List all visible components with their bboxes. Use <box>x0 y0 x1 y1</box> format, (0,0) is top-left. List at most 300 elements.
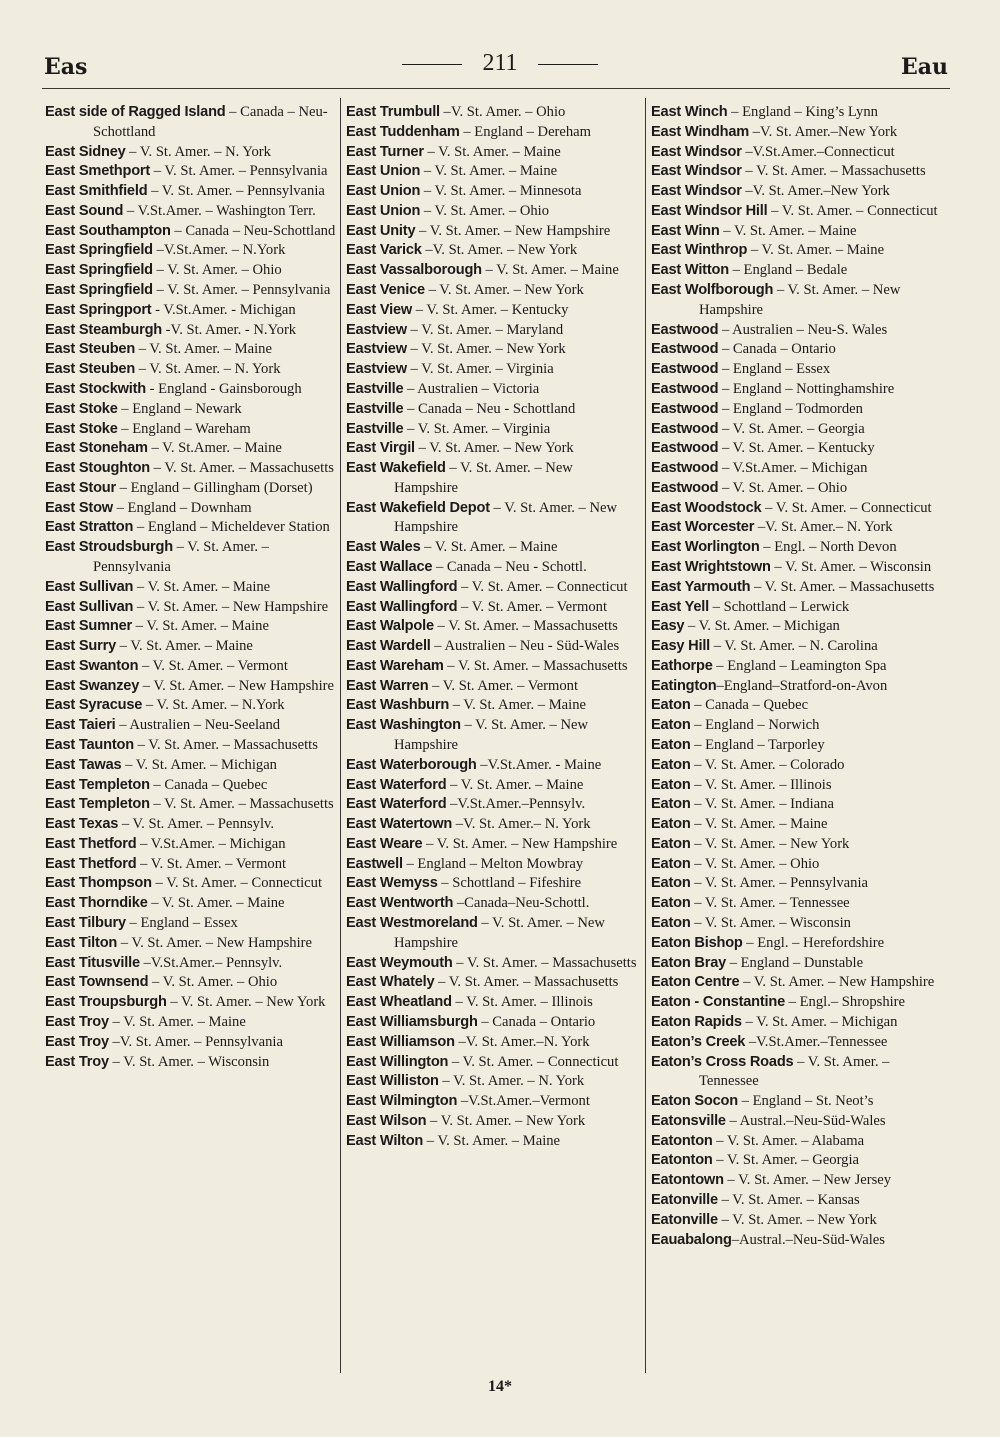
list-item <box>346 1132 640 1152</box>
list-item <box>346 538 640 558</box>
list-item <box>651 1033 945 1053</box>
place-location: – Engl. – Herefordshire <box>742 934 885 951</box>
place-location: – V. St. Amer. – Connecticut <box>457 578 628 595</box>
list-item <box>346 1033 640 1053</box>
place-location: – England – Melton Mowbray <box>402 855 584 872</box>
place-location: – V. St. Amer. – Illinois <box>451 994 593 1011</box>
place-name: East Syracuse <box>45 697 143 714</box>
list-item <box>346 301 640 321</box>
list-item <box>651 380 945 400</box>
place-name: East Varick <box>346 242 422 259</box>
list-item <box>651 1191 945 1211</box>
place-location: – V. St. Amer. – Maine <box>108 1013 246 1030</box>
place-location: – V. St. Amer. – Pennsylvania <box>93 539 269 575</box>
list-item <box>45 736 339 756</box>
place-name: East Swanzey <box>45 677 140 694</box>
list-item <box>45 657 339 677</box>
place-name: East Taunton <box>45 737 134 753</box>
place-name: East Wallingford <box>346 578 458 595</box>
place-location: – V. St. Amer. – Wisconsin <box>690 915 851 932</box>
place-name: East Williamson <box>346 1033 455 1050</box>
place-name: East Swanton <box>45 657 139 674</box>
place-location: -V. St. Amer. - N.York <box>162 321 297 338</box>
list-item <box>346 696 640 716</box>
list-item <box>45 598 339 618</box>
list-item <box>651 973 945 993</box>
list-item <box>346 598 640 618</box>
place-name: Eaton <box>651 717 691 734</box>
list-item <box>651 281 945 321</box>
place-location: – V. St. Amer. – N.York <box>142 697 285 714</box>
place-location: – V. St. Amer. – Kansas <box>717 1191 860 1208</box>
place-name: Eaton Centre <box>651 974 740 991</box>
place-location: – England – St. Neot’s <box>738 1093 874 1110</box>
place-location: – Australien – Neu-Seeland <box>115 717 281 734</box>
place-location: – Canada – Neu - Schottland <box>403 400 576 417</box>
place-location: – V. St. Amer. – Michigan <box>684 618 840 635</box>
place-name: East Wemyss <box>346 875 438 892</box>
list-item <box>45 716 339 736</box>
list-item <box>346 420 640 440</box>
place-name: Eaton <box>651 776 691 793</box>
place-location: – V. St. Amer. – Vermont <box>428 677 579 694</box>
place-location: – V. St. Amer. – Michigan <box>741 1013 898 1030</box>
list-item <box>651 340 945 360</box>
place-location: – V. St. Amer. – Ohio <box>148 974 278 991</box>
place-name: East Watertown <box>346 816 453 833</box>
list-item <box>45 340 339 360</box>
place-name: Eastwood <box>651 460 719 477</box>
list-item <box>346 835 640 855</box>
list-item <box>346 340 640 360</box>
list-item <box>45 637 339 657</box>
list-item <box>651 598 945 618</box>
list-item <box>45 143 339 163</box>
place-location: – V. St. Amer. – Kentucky <box>412 301 569 318</box>
list-item <box>651 756 945 776</box>
entry-column-2 <box>346 103 640 1151</box>
place-location: – V. St. Amer. – Massachusetts <box>443 657 628 674</box>
place-location: –England–Stratford-on-Avon <box>716 677 888 694</box>
list-item <box>651 914 945 934</box>
list-item <box>651 360 945 380</box>
place-name: East Smethport <box>45 163 151 180</box>
place-location: – England – Wareham <box>117 420 251 437</box>
place-location: – V. St. Amer. – Michigan <box>121 756 277 773</box>
place-name: Eastville <box>346 420 404 437</box>
place-name: East Stoughton <box>45 460 151 477</box>
place-name: Easy Hill <box>651 638 711 655</box>
list-item <box>346 677 640 697</box>
place-location: – V. St. Amer. – Pennsylvania <box>147 183 325 200</box>
place-location: – V. St. Amer. – Wisconsin <box>770 558 932 575</box>
list-item <box>346 637 640 657</box>
list-item <box>651 518 945 538</box>
list-item <box>651 261 945 281</box>
list-item <box>651 1132 945 1152</box>
place-name: East Steamburgh <box>45 321 163 338</box>
place-name: East Wakefield <box>346 460 446 477</box>
list-item <box>45 103 339 143</box>
place-location: – V. St. Amer. – Vermont <box>457 598 608 615</box>
list-item <box>346 499 640 539</box>
place-name: East Stratton <box>45 519 134 536</box>
place-location: – England – Micheldever Station <box>133 519 330 536</box>
place-location: – V. St. Amer. – Maine <box>132 618 269 635</box>
place-name: East Turner <box>346 143 424 160</box>
place-name: Eastwell <box>346 855 403 872</box>
place-location: – V.St.Amer. – Michigan <box>718 460 868 477</box>
place-name: East Stow <box>45 499 113 516</box>
place-location: – V. St. Amer. – Vermont <box>136 855 287 872</box>
place-name: East Tawas <box>45 756 122 773</box>
place-location: – V. St. Amer. – New Hampshire <box>739 974 935 991</box>
place-name: East Worlington <box>651 539 760 556</box>
place-name: East Templeton <box>45 796 150 813</box>
place-name: East Wallace <box>346 558 433 575</box>
place-location: –V. St. Amer.– N. York <box>754 519 893 536</box>
place-location: – V. St. Amer. – N. York <box>135 361 281 378</box>
place-name: East Titusville <box>45 954 140 971</box>
place-name: Eastwood <box>651 420 719 437</box>
place-location: – V. St. Amer. – Maine <box>135 341 272 358</box>
place-location: – Austral.–Neu-Süd-Wales <box>725 1112 886 1129</box>
place-name: Eatonville <box>651 1191 718 1208</box>
place-location: –V.St.Amer.–Vermont <box>457 1093 590 1110</box>
list-item <box>346 360 640 380</box>
place-location: – V. St. Amer. – New York <box>426 1112 586 1129</box>
list-item <box>651 1151 945 1171</box>
place-name: Eatonton <box>651 1132 713 1149</box>
place-name: Eastwood <box>651 341 719 358</box>
list-item <box>651 241 945 261</box>
place-location: – Canada – Ontario <box>477 1013 596 1030</box>
place-location: – V. St. Amer. – Maine <box>116 638 253 655</box>
place-name: East Williston <box>346 1073 439 1090</box>
list-item <box>45 973 339 993</box>
list-item <box>651 558 945 578</box>
place-name: Eastview <box>346 361 407 378</box>
list-item <box>651 1053 945 1093</box>
place-name: East Steuben <box>45 341 136 358</box>
list-item <box>346 261 640 281</box>
place-name: East Troupsburgh <box>45 994 167 1011</box>
list-item <box>45 321 339 341</box>
list-item <box>45 617 339 637</box>
list-item <box>651 637 945 657</box>
list-item <box>346 103 640 123</box>
place-location: – England – Essex <box>718 361 831 378</box>
entry-column-1 <box>45 103 339 1072</box>
list-item <box>651 420 945 440</box>
place-name: Eatonton <box>651 1152 713 1169</box>
place-name: East Wilmington <box>346 1093 458 1110</box>
list-item <box>651 103 945 123</box>
list-item <box>45 400 339 420</box>
place-location: – V. St. Amer. – Connecticut <box>761 499 932 516</box>
place-name: East Sound <box>45 202 124 219</box>
place-name: Eatonville <box>651 1211 718 1228</box>
place-name: Eastville <box>346 380 404 397</box>
place-name: Eaton Socon <box>651 1093 738 1110</box>
place-name: East Townsend <box>45 974 149 991</box>
place-location: – Canada – Neu-Schottland <box>170 222 336 239</box>
list-item <box>651 934 945 954</box>
list-item <box>45 776 339 796</box>
list-item <box>346 439 640 459</box>
place-location: – V. St. Amer. – Massachusetts <box>133 737 318 753</box>
place-name: East Trumbull <box>346 104 440 120</box>
place-location: – V. St. Amer. – Colorado <box>690 756 845 773</box>
place-name: East Whately <box>346 974 435 991</box>
place-name: East Surry <box>45 638 117 655</box>
place-location: – Australien – Neu-S. Wales <box>718 321 888 338</box>
place-name: East View <box>346 301 413 318</box>
place-name: Eastwood <box>651 400 719 417</box>
column-divider <box>340 98 341 1373</box>
list-item <box>346 202 640 222</box>
place-name: Eaton <box>651 855 691 872</box>
place-location: – V. St. Amer. – New Hampshire <box>394 499 618 536</box>
place-name: East Sullivan <box>45 578 134 595</box>
place-location: – V. St. Amer. – Georgia <box>712 1152 859 1169</box>
place-location: – Canada – Ontario <box>718 341 836 358</box>
list-item <box>651 835 945 855</box>
place-name: Eaton Rapids <box>651 1013 742 1030</box>
place-name: Eatington <box>651 677 717 694</box>
place-location: – V. St. Amer. – Ohio <box>152 262 282 279</box>
list-item <box>651 143 945 163</box>
place-name: East Union <box>346 202 421 219</box>
place-name: East Windsor <box>651 163 742 180</box>
place-name: Eaton <box>651 816 691 833</box>
list-item <box>651 321 945 341</box>
place-name: Eaton’s Creek <box>651 1033 746 1050</box>
place-location: – V. St. Amer. – New Hampshire <box>394 717 589 753</box>
place-name: East Wolfborough <box>651 282 774 299</box>
place-name: East Wentworth <box>346 895 454 912</box>
list-item <box>651 716 945 736</box>
place-location: – V. St. Amer. – New Hampshire <box>139 677 334 694</box>
place-location: – V. St. Amer. – New York <box>424 282 584 299</box>
place-location: – V. St. Amer. – Pennsylvania <box>150 163 328 180</box>
place-location: – V. St. Amer. – Connecticut <box>151 875 323 892</box>
place-location: –V. St. Amer.–New York <box>749 123 898 140</box>
place-location: –V. St. Amer.– N. York <box>452 816 591 833</box>
list-item <box>45 518 339 538</box>
list-item <box>45 459 339 479</box>
place-location: – V. St. Amer. – Illinois <box>690 776 832 793</box>
list-item <box>45 954 339 974</box>
place-location: – V. St. Amer. – Pennsylv. <box>118 816 275 833</box>
place-name: East Weymouth <box>346 954 453 971</box>
place-name: East Springfield <box>45 242 153 259</box>
place-name: East Virgil <box>346 440 415 457</box>
place-location: – V. St. Amer. – New Hampshire <box>133 598 329 615</box>
place-name: East Winn <box>651 222 720 239</box>
list-item <box>45 420 339 440</box>
list-item <box>45 815 339 835</box>
list-item <box>45 162 339 182</box>
list-item <box>346 776 640 796</box>
place-location: – V. St. Amer. – Massachusetts <box>452 954 637 971</box>
place-location: –V.St.Amer.– Pennsylv. <box>139 954 283 971</box>
place-location: – V. St. Amer. – New York <box>406 341 566 358</box>
list-item <box>346 617 640 637</box>
place-location: – Engl.– Shropshire <box>785 994 906 1011</box>
list-item <box>45 855 339 875</box>
list-item <box>651 400 945 420</box>
list-item <box>346 321 640 341</box>
list-item <box>45 835 339 855</box>
list-item <box>346 855 640 875</box>
place-name: East Templeton <box>45 776 150 793</box>
place-name: East Wheatland <box>346 994 452 1011</box>
list-item <box>346 1112 640 1132</box>
list-item <box>346 993 640 1013</box>
place-location: – V. St. Amer. – Maryland <box>406 321 564 338</box>
list-item <box>651 578 945 598</box>
list-item <box>346 162 640 182</box>
list-item <box>346 182 640 202</box>
place-name: East Tuddenham <box>346 123 460 140</box>
list-item <box>651 222 945 242</box>
signature-mark: 14* <box>488 1378 512 1395</box>
list-item <box>45 1053 339 1073</box>
place-location: – England – Tarporley <box>690 737 825 753</box>
place-name: East Sumner <box>45 618 133 635</box>
place-location: – V.St.Amer. – Michigan <box>136 835 286 852</box>
place-name: East Windsor <box>651 183 742 200</box>
place-name: East Windsor <box>651 143 742 160</box>
place-name: East Weare <box>346 835 423 852</box>
place-location: – V. St. Amer. – Kentucky <box>718 440 875 457</box>
place-name: Eastwood <box>651 321 719 338</box>
place-location: – V. St. Amer. – Massachusetts <box>741 163 926 180</box>
list-item <box>346 459 640 499</box>
place-location: – V. St. Amer. – Maine <box>446 776 584 793</box>
place-location: – V. St. Amer. – New York <box>690 835 850 852</box>
place-name: East Stour <box>45 479 116 496</box>
place-name: East Thetford <box>45 835 137 852</box>
place-location: – V. St. Amer. – New Jersey <box>723 1172 892 1189</box>
list-item <box>45 696 339 716</box>
place-location: – V. St. Amer. – New Hampshire <box>394 915 605 951</box>
place-name: Eaton <box>651 737 691 753</box>
place-location: – England – Bedale <box>728 262 848 279</box>
place-name: Eaton Bray <box>651 954 727 971</box>
list-item <box>346 874 640 894</box>
place-name: East Williamsburgh <box>346 1013 478 1030</box>
place-name: Eauabalong <box>651 1231 732 1248</box>
place-name: Eastview <box>346 341 407 358</box>
place-name: East Worcester <box>651 519 755 536</box>
list-item <box>346 914 640 954</box>
list-item <box>651 894 945 914</box>
list-item <box>45 1033 339 1053</box>
place-location: – England – Todmorden <box>718 400 863 417</box>
place-name: East Winch <box>651 104 728 120</box>
place-name: East Southampton <box>45 222 171 239</box>
list-item <box>45 380 339 400</box>
list-item <box>651 479 945 499</box>
place-location: – Canada – Quebec <box>149 776 268 793</box>
list-item <box>346 657 640 677</box>
place-name: East Stoneham <box>45 440 148 457</box>
header-rule-left <box>402 64 462 65</box>
place-name: East Thompson <box>45 875 152 892</box>
place-location: – V. St. Amer. – Ohio <box>420 202 550 219</box>
place-location: – V. St. Amer. – Maine <box>420 163 558 180</box>
list-item <box>346 123 640 143</box>
place-name: Eastville <box>346 400 404 417</box>
place-location: – V. St. Amer. – Wisconsin <box>108 1053 270 1070</box>
list-item <box>346 815 640 835</box>
place-location: – England – Essex <box>125 915 238 932</box>
place-location: – V. St. Amer. – New York <box>166 994 326 1011</box>
list-item <box>346 795 640 815</box>
place-location: – V. St. Amer. – Maine <box>481 262 619 279</box>
place-name: Eastview <box>346 321 407 338</box>
place-location: – V. St. Amer. – Maine <box>423 1132 561 1149</box>
list-item <box>45 439 339 459</box>
place-name: East Sidney <box>45 143 126 160</box>
place-location: – V. St. Amer. – Connecticut <box>448 1053 619 1070</box>
list-item <box>346 1092 640 1112</box>
place-name: East Taieri <box>45 717 116 734</box>
place-name: Easy <box>651 618 685 635</box>
list-item <box>346 143 640 163</box>
place-location: – V. St. Amer. – Tennessee <box>699 1053 890 1090</box>
list-item <box>45 281 339 301</box>
place-location: – V.St.Amer. – Washington Terr. <box>123 202 316 219</box>
list-item <box>45 499 339 519</box>
place-name: Eaton <box>651 697 691 714</box>
entry-column-3 <box>651 103 945 1250</box>
list-item <box>45 241 339 261</box>
place-name: Eastwood <box>651 440 719 457</box>
place-location: – V. St. Amer. – New Hampshire <box>422 835 618 852</box>
list-item <box>45 894 339 914</box>
place-name: Eaton <box>651 915 691 932</box>
place-name: East Smithfield <box>45 183 148 200</box>
place-name: Eaton <box>651 796 691 813</box>
place-location: –V. St. Amer. – Pennsylvania <box>108 1033 283 1050</box>
place-name: East Stoke <box>45 420 118 437</box>
place-location: – Canada – Neu - Schottl. <box>432 558 587 575</box>
list-item <box>651 696 945 716</box>
place-name: East Stroudsburgh <box>45 539 173 556</box>
place-location: – England – Nottinghamshire <box>718 380 895 397</box>
place-name: East Thetford <box>45 855 137 872</box>
list-item <box>651 439 945 459</box>
list-item <box>346 894 640 914</box>
place-name: East Willington <box>346 1053 449 1070</box>
place-name: Eaton - Constantine <box>651 994 786 1011</box>
place-name: East Windham <box>651 123 750 140</box>
place-location: – V. St. Amer. – Massachusetts <box>750 578 935 595</box>
place-location: – Engl. – North Devon <box>759 539 897 556</box>
list-item <box>651 499 945 519</box>
list-item <box>651 1112 945 1132</box>
place-location: – V. St. Amer. – New Hampshire <box>117 934 312 951</box>
list-item <box>346 281 640 301</box>
place-name: East Vassalborough <box>346 262 482 279</box>
list-item <box>45 479 339 499</box>
place-name: Eathorpe <box>651 657 713 674</box>
place-name: East Texas <box>45 816 119 833</box>
place-location: – England – King’s Lynn <box>727 104 878 120</box>
